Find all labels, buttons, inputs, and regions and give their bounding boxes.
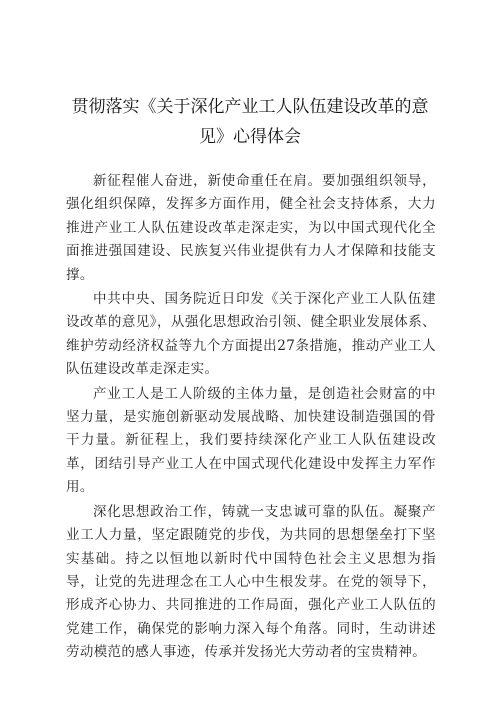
document-body [66, 170, 436, 666]
paragraph: 新征程催人奋进，新使命重任在肩。要加强组织领导，强化组织保障，发挥多方面作用，健全社会支持体系，大力推进产业工人队伍建设改革走深走实，为以中国式现代化全面推进强国建设、民族复兴伟业提供有力人才保障和技能支撑。 [66, 173, 436, 283]
document-title: 贯彻落实《关于深化产业工人队伍建设改革的意见》心得体会 [71, 97, 429, 147]
paragraph: 深化思想政治工作，铸就一支忠诚可靠的队伍。凝聚产业工人力量，坚定跟随党的步伐，为共同的思想堡垒打下坚实基础。持之以恒地以新时代中国特色社会主义思想为指导，让党的先进理念在工人心中生根发芽。在党的领导下，形成齐心协力、共同推进的工作局面，强化产业工人队伍的党建工作，确保党的影响力深入每个角落。同时，生动讲述劳动模范的感人事迹，传承并发扬光大劳动者的宝贵精神。 [66, 503, 436, 661]
paragraph: 产业工人是工人阶级的主体力量，是创造社会财富的中坚力量，是实施创新驱动发展战略、加快建设制造强国的骨干力量。新征程上，我们要持续深化产业工人队伍建设改革，团结引导产业工人在中国式现代化建设中发挥主力军作用。 [66, 385, 436, 496]
paragraph: 中共中央、国务院近日印发《关于深化产业工人队伍建设改革的意见》，从强化思想政治引领、健全职业发展体系、维护劳动经济权益等九个方面提出27条措施，推动产业工人队伍建设改革走深走实。 [66, 291, 436, 378]
